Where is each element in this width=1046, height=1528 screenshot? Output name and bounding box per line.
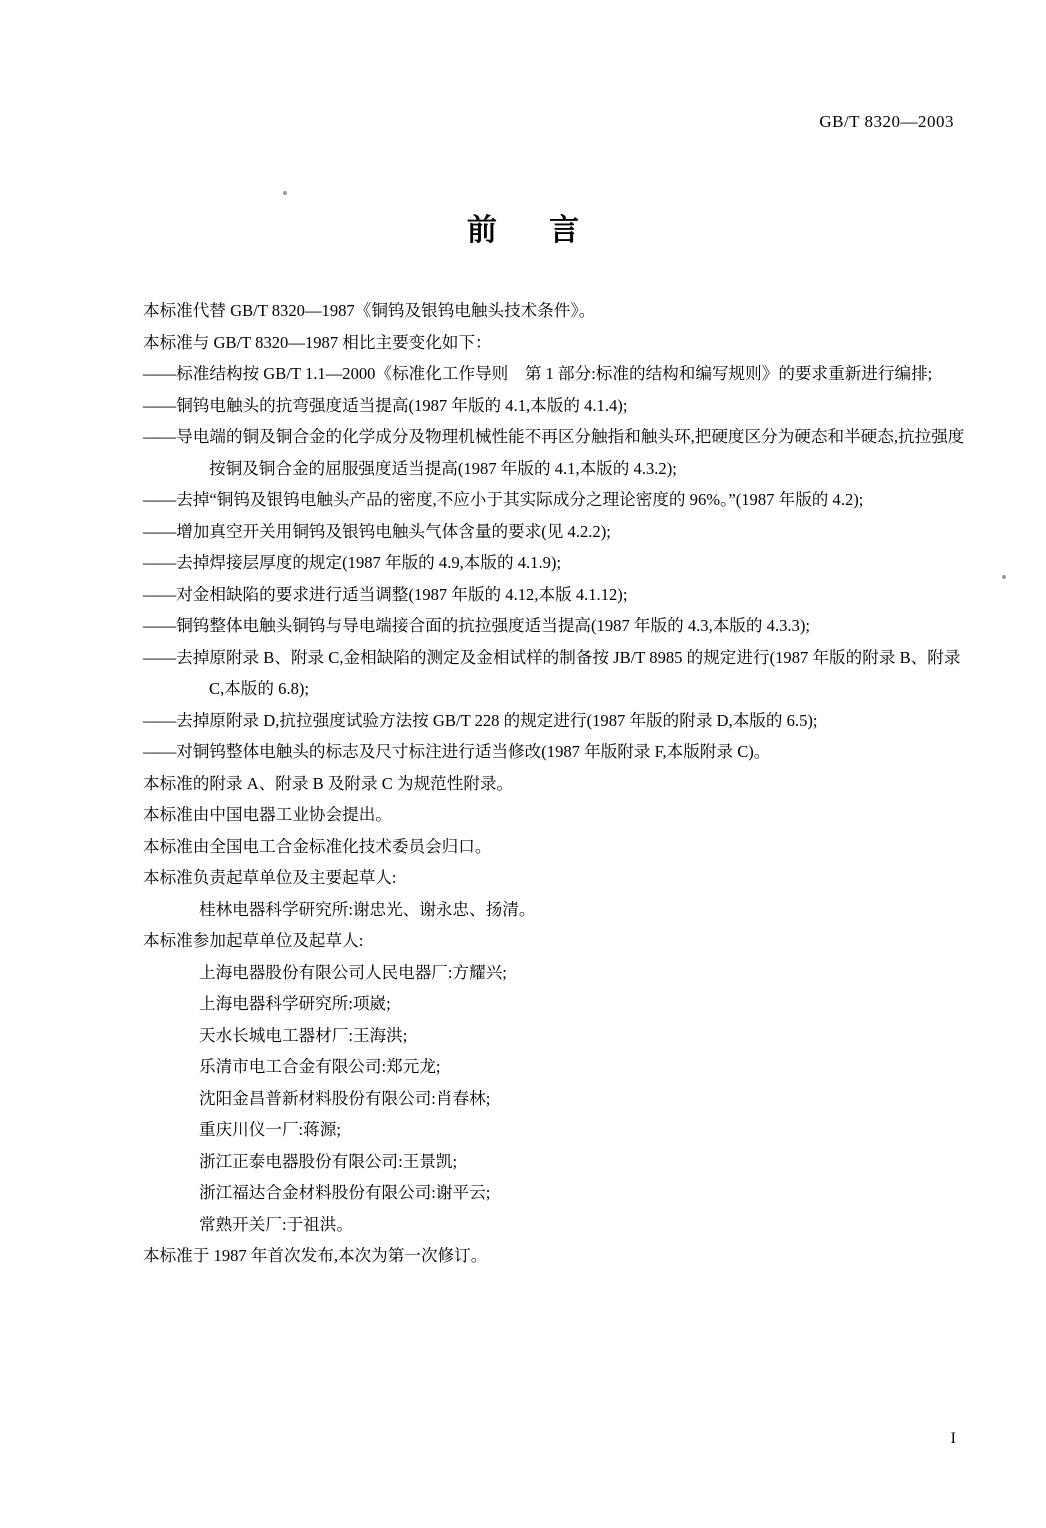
participant-item: 浙江正泰电器股份有限公司:王景凯; [199, 1151, 458, 1171]
change-item: ——铜钨电触头的抗弯强度适当提高(1987 年版的 4.1,本版的 4.1.4); [143, 395, 628, 415]
foreword-intro-line: 本标准代替 GB/T 8320—1987《铜钨及银钨电触头技术条件》。 [143, 301, 596, 320]
participant-item: 重庆川仪一厂:蒋源; [199, 1120, 341, 1139]
participant-item: 上海电器股份有限公司人民电器厂:方耀兴; [199, 962, 507, 982]
change-item: ——去掉“铜钨及银钨电触头产品的密度,不应小于其实际成分之理论密度的 96%。”(1987 年版的 4.2); [143, 490, 864, 509]
foreword-statement: 本标准由全国电工合金标准化技术委员会归口。 [143, 836, 492, 856]
change-item: ——增加真空开关用铜钨及银钨电触头气体含量的要求(见 4.2.2); [143, 521, 611, 541]
change-item: ——去掉原附录 B、附录 C,金相缺陷的测定及金相试样的制备按 JB/T 8985 的规定进行(1987 年版的附录 B、附录 C,本版的 6.8); [143, 647, 961, 698]
participant-item: 浙江福达合金材料股份有限公司:谢平云; [199, 1183, 491, 1202]
print-artifact-dot-2 [1002, 575, 1006, 579]
participant-item: 天水长城电工器材厂:王海洪; [199, 1025, 408, 1045]
foreword-body [143, 295, 973, 1272]
foreword-closing: 本标准于 1987 年首次发布,本次为第一次修订。 [143, 1246, 488, 1265]
participant-item: 沈阳金昌普新材料股份有限公司:肖春林; [199, 1088, 491, 1108]
foreword-intro-line: 本标准与 GB/T 8320—1987 相比主要变化如下： [143, 332, 492, 352]
page-header-standard-number: GB/T 8320—2003 [819, 112, 954, 131]
print-artifact-dot [283, 191, 287, 195]
foreword-statement: 本标准的附录 A、附录 B 及附录 C 为规范性附录。 [143, 773, 514, 793]
participant-item: 常熟开关厂:于祖洪。 [199, 1214, 353, 1234]
participants-label: 本标准参加起草单位及起草人: [143, 931, 364, 950]
participant-item: 乐清市电工合金有限公司:郑元龙; [199, 1057, 441, 1076]
change-item: ——导电端的铜及铜合金的化学成分及物理机械性能不再区分触指和触头环,把硬度区分为硬态和半硬态,抗拉强度按铜及铜合金的屈服强度适当提高(1987 年版的 4.1,本版的 4.3.2); [143, 427, 965, 478]
main-drafter: 桂林电器科学研究所:谢忠光、谢永忠、扬清。 [199, 899, 536, 919]
foreword-statement: 本标准由中国电器工业协会提出。 [143, 805, 392, 824]
foreword-statement: 本标准负责起草单位及主要起草人: [143, 868, 397, 887]
change-item: ——铜钨整体电触头铜钨与导电端接合面的抗拉强度适当提高(1987 年版的 4.3,本版的 4.3.3); [143, 616, 810, 635]
page-title: 前 言 [466, 214, 602, 247]
page-number: I [950, 1430, 956, 1447]
participant-item: 上海电器科学研究所:项崴; [199, 994, 391, 1013]
change-item: ——去掉原附录 D,抗拉强度试验方法按 GB/T 228 的规定进行(1987 年版的附录 D,本版的 6.5); [143, 710, 818, 730]
change-item: ——标准结构按 GB/T 1.1—2000《标准化工作导则 第 1 部分:标准的结构和编写规则》的要求重新进行编排; [143, 364, 933, 383]
change-item: ——对铜钨整体电触头的标志及尺寸标注进行适当修改(1987 年版附录 F,本版附录 C)。 [143, 742, 771, 761]
change-item: ——对金相缺陷的要求进行适当调整(1987 年版的 4.12,本版 4.1.12); [143, 584, 628, 604]
change-item: ——去掉焊接层厚度的规定(1987 年版的 4.9,本版的 4.1.9); [143, 553, 562, 572]
